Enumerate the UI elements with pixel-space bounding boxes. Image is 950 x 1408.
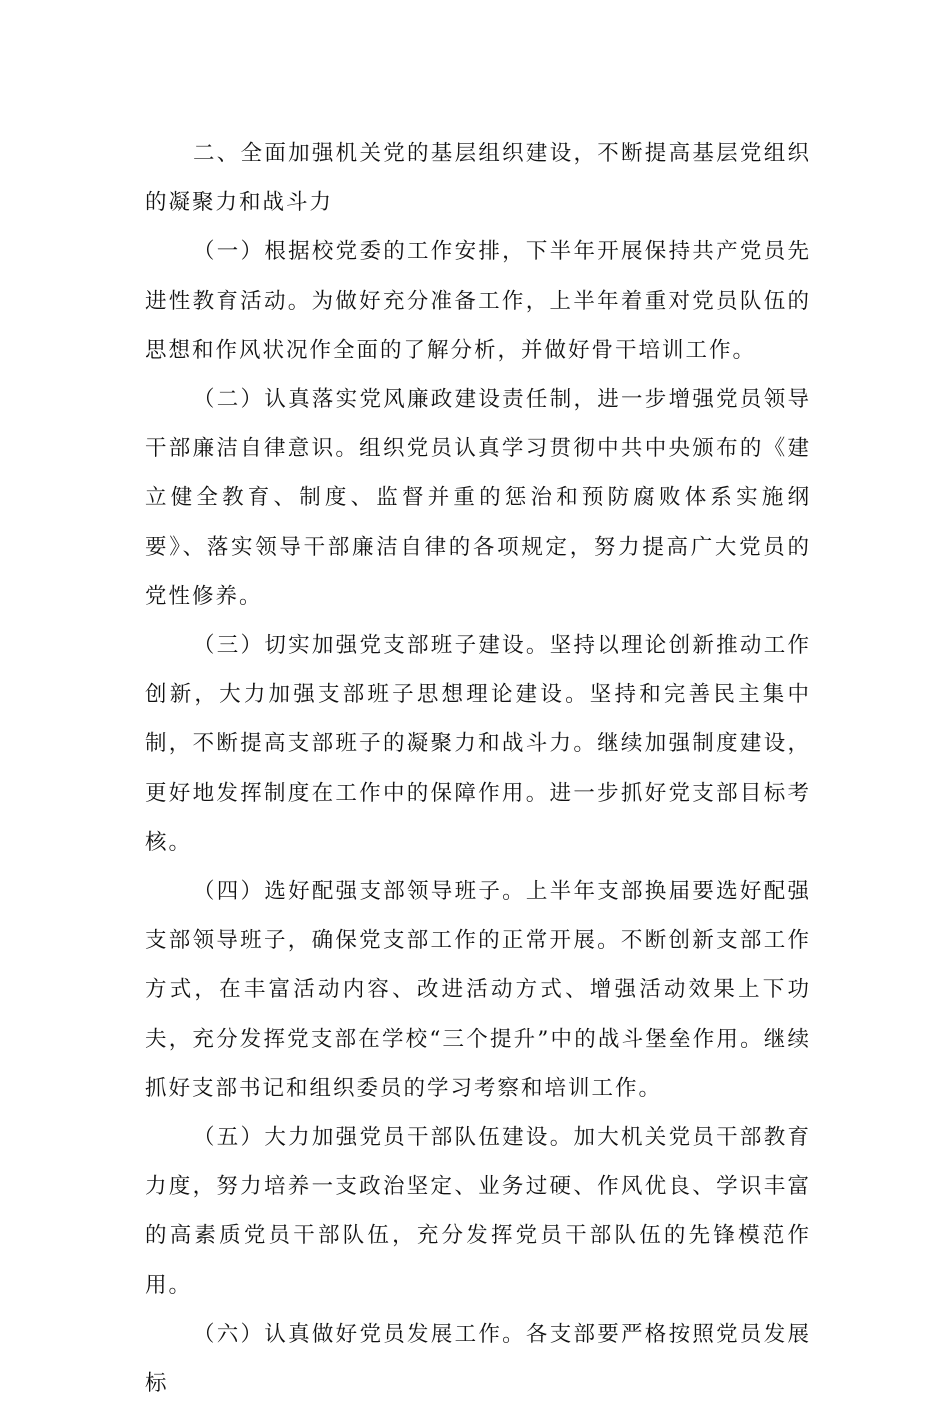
paragraph-item-1: （一）根据校党委的工作安排，下半年开展保持共产党员先进性教育活动。为做好充分准备工作，上半年着重对党员队伍的思想和作风状况作全面的了解分析，并做好骨干培训工作。 [145, 239, 811, 363]
document-body [145, 129, 811, 1408]
paragraph-item-5: （五）大力加强党员干部队伍建设。加大机关党员干部教育力度，努力培养一支政治坚定、业务过硬、作风优良、学识丰富的高素质党员干部队伍，充分发挥党员干部队伍的先锋模范作用。 [145, 1125, 811, 1298]
paragraph-item-3: （三）切实加强党支部班子建设。坚持以理论创新推动工作创新，大力加强支部班子思想理论建设。坚持和完善民主集中制，不断提高支部班子的凝聚力和战斗力。继续加强制度建设，更好地发挥制度在工作中的保障作用。进一步抓好党支部目标考核。 [145, 633, 811, 855]
paragraph-item-2: （二）认真落实党风廉政建设责任制，进一步增强党员领导干部廉洁自律意识。组织党员认真学习贯彻中共中央颁布的《建立健全教育、制度、监督并重的惩治和预防腐败体系实施纲要》、落实领导干部廉洁自律的各项规定，努力提高广大党员的党性修养。 [145, 387, 811, 609]
paragraph-item-4: （四）选好配强支部领导班子。上半年支部换届要选好配强支部领导班子，确保党支部工作的正常开展。不断创新支部工作方式，在丰富活动内容、改进活动方式、增强活动效果上下功夫，充分发挥党支部在学校“三个提升”中的战斗堡垒作用。继续抓好支部书记和组织委员的学习考察和培训工作。 [145, 879, 811, 1101]
paragraph-item-6: （六）认真做好党员发展工作。各支部要严格按照党员发展标 [145, 1321, 811, 1397]
section-heading-2: 二、全面加强机关党的基层组织建设，不断提高基层党组织的凝聚力和战斗力 [145, 141, 811, 216]
